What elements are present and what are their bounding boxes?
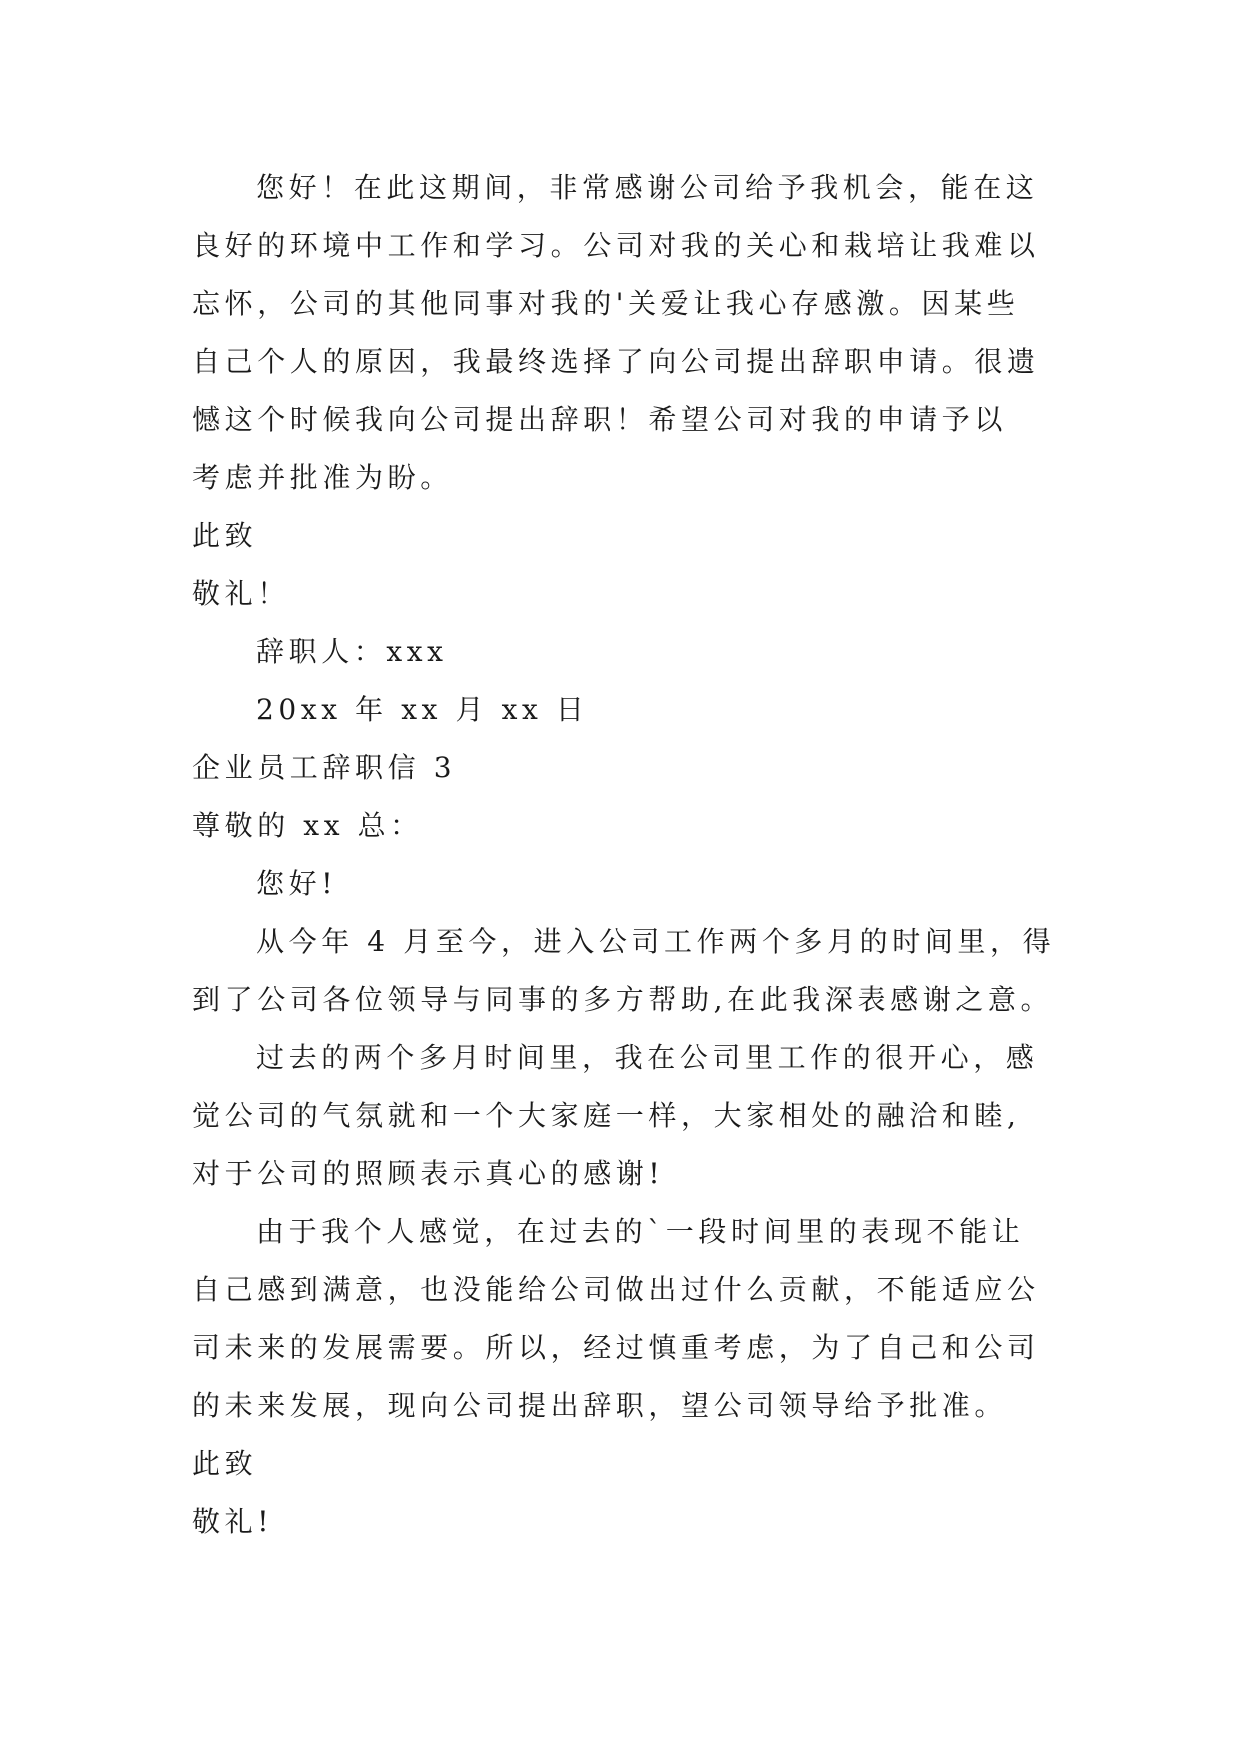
paragraph-line: 的未来发展，现向公司提出辞职，望公司领导给予批准。 [192, 1389, 1008, 1422]
closing-line: 此致 [192, 519, 258, 552]
date-line: 20xx 年 xx 月 xx 日 [256, 693, 589, 726]
paragraph-line: 良好的环境中工作和学习。公司对我的关心和栽培让我难以 [192, 229, 1040, 262]
paragraph-line: 由于我个人感觉，在过去的`一段时间里的表现不能让 [256, 1215, 1025, 1248]
closing-line: 敬礼！ [192, 577, 290, 610]
paragraph-line: 对于公司的照顾表示真心的感谢! [192, 1157, 665, 1190]
signer-line: 辞职人：xxx [256, 635, 448, 668]
paragraph-line: 您好！在此这期间，非常感谢公司给予我机会，能在这 [256, 171, 1039, 204]
salutation: 尊敬的 xx 总： [192, 809, 423, 842]
closing-line: 此致 [192, 1447, 258, 1480]
paragraph-line: 自己感到满意，也没能给公司做出过什么贡献，不能适应公 [192, 1273, 1040, 1306]
paragraph-line: 考虑并批准为盼。 [192, 461, 453, 494]
paragraph-line: 司未来的发展需要。所以，经过慎重考虑，为了自己和公司 [192, 1331, 1040, 1364]
paragraph-line: 觉公司的气氛就和一个大家庭一样，大家相处的融洽和睦, [192, 1099, 1021, 1132]
closing-line: 敬礼! [192, 1505, 274, 1538]
paragraph-line: 自己个人的原因，我最终选择了向公司提出辞职申请。很遗 [192, 345, 1040, 378]
paragraph-line: 从今年 4 月至今，进入公司工作两个多月的时间里，得 [256, 925, 1056, 958]
paragraph-line: 憾这个时候我向公司提出辞职！希望公司对我的申请予以 [192, 403, 1008, 436]
paragraph-line: 忘怀，公司的其他同事对我的'关爱让我心存感激。因某些 [192, 287, 1020, 320]
paragraph-line: 到了公司各位领导与同事的多方帮助,在此我深表感谢之意。 [192, 983, 1054, 1016]
section-title: 企业员工辞职信 3 [192, 751, 457, 784]
greeting: 您好! [256, 867, 338, 900]
paragraph-line: 过去的两个多月时间里，我在公司里工作的很开心，感 [256, 1041, 1039, 1074]
